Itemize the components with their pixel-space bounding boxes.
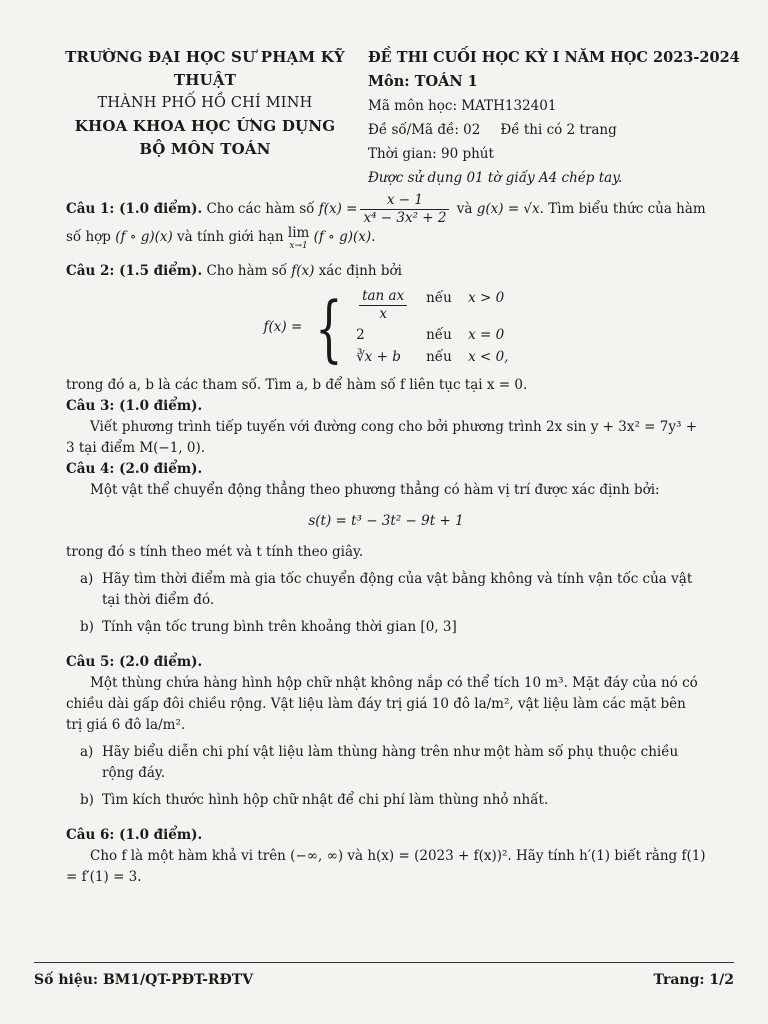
q4-a-label: a)	[80, 571, 94, 587]
question-2	[66, 261, 706, 282]
exam-info	[368, 46, 748, 190]
q1-numerator: x − 1	[386, 192, 424, 208]
case-1-den: x	[359, 305, 407, 323]
department-name: BỘ MÔN TOÁN	[139, 140, 271, 158]
university-name: TRƯỜNG ĐẠI HỌC SƯ PHẠM KỸ THUẬT	[65, 48, 345, 89]
case-2-cond: x = 0	[468, 327, 505, 343]
footer-divider	[34, 962, 734, 963]
q1-text-1: Cho các hàm số	[202, 201, 319, 217]
page-footer	[34, 972, 734, 988]
question-5-label: Câu 5: (2.0 điểm).	[66, 654, 203, 670]
position-equation: s(t) = t³ − 3t² − 9t + 1	[308, 513, 464, 529]
faculty-name: KHOA KHOA HỌC ỨNG DỤNG	[74, 117, 336, 135]
q1-lim-sub: x→1	[289, 241, 308, 251]
q4-b-text: Tính vận tốc trung bình trên khoảng thời gian [0, 3]	[102, 619, 457, 635]
exam-code: Đề số/Mã đề: 02	[368, 122, 481, 138]
city-name: THÀNH PHỐ HỒ CHÍ MINH	[97, 95, 313, 111]
q5-b-text: Tìm kích thước hình hộp chữ nhật để chi phí làm thùng nhỏ nhất.	[102, 792, 549, 808]
question-3-label: Câu 3: (1.0 điểm).	[66, 398, 203, 414]
q1-limit	[288, 227, 309, 253]
case-3-value: ∛x + b	[356, 349, 401, 365]
q1-text-5: .	[371, 229, 376, 245]
q1-text-2: và	[452, 201, 477, 217]
q1-text-4: và tính giới hạn	[172, 229, 288, 245]
page-count: Đề thi có 2 trang	[500, 122, 617, 138]
piecewise-cases	[356, 288, 508, 367]
form-code: Số hiệu: BM1/QT-PĐT-RĐTV	[34, 972, 254, 988]
school-header	[40, 46, 370, 161]
exam-title: ĐỀ THI CUỐI HỌC KỲ I NĂM HỌC 2023-2024	[368, 49, 740, 66]
q2-text-1: Cho hàm số	[202, 263, 292, 279]
question-1-label: Câu 1: (1.0 điểm).	[66, 201, 203, 217]
question-6-text: Cho f là một hàm khả vi trên (−∞, ∞) và h(x) = (2023 + f(x))². Hãy tính h′(1) biết rằng f(1) = f′(1) = 3.	[66, 848, 706, 885]
q4-part-b	[80, 617, 706, 638]
q2-fx: f(x) =	[263, 319, 303, 335]
q4-a-text: Hãy tìm thời điểm mà gia tốc chuyển động của vật bằng không và tính vận tốc của vật tại thời điểm đó.	[102, 571, 693, 608]
q2-text-2: xác định bởi	[314, 263, 402, 279]
q4-part-a	[80, 569, 706, 611]
case-3-cond: x < 0,	[468, 349, 509, 365]
case-1-fraction	[359, 288, 407, 323]
case-3-if: nếu	[426, 349, 452, 365]
question-1	[66, 192, 706, 253]
q5-part-a	[80, 742, 706, 784]
q4-after: trong đó s tính theo mét và t tính theo giây.	[66, 544, 364, 560]
q1-fx: f(x) =	[318, 201, 358, 217]
duration: Thời gian: 90 phút	[368, 146, 494, 162]
case-2-if: nếu	[426, 327, 452, 343]
exam-questions	[66, 192, 706, 888]
page-number: Trang: 1/2	[653, 972, 734, 988]
q1-lim-word: lim	[287, 225, 310, 241]
question-6-label: Câu 6: (1.0 điểm).	[66, 827, 203, 843]
q1-composition: (f ∘ g)(x)	[115, 229, 173, 245]
question-4-text: Một vật thể chuyển động thẳng theo phương thẳng có hàm vị trí được xác định bởi:	[90, 482, 660, 498]
left-brace: {	[315, 285, 343, 370]
q1-fraction	[360, 192, 449, 227]
q2-after: trong đó a, b là các tham số. Tìm a, b để hàm số f liên tục tại x = 0.	[66, 377, 528, 393]
q5-a-label: a)	[80, 744, 94, 760]
q5-a-text: Hãy biểu diễn chi phí vật liệu làm thùng hàng trên như một hàm số phụ thuộc chiều rộng đáy.	[102, 744, 679, 781]
case-2-value: 2	[356, 327, 365, 343]
question-3-text: Viết phương trình tiếp tuyến với đường cong cho bởi phương trình 2x sin y + 3x² = 7y³ + 3 tại điểm M(−1, 0).	[66, 419, 698, 456]
question-2-label: Câu 2: (1.5 điểm).	[66, 263, 203, 279]
course-code: Mã môn học: MATH132401	[368, 98, 557, 114]
exam-code-row	[368, 118, 748, 142]
question-4-label: Câu 4: (2.0 điểm).	[66, 461, 203, 477]
q1-gx: g(x) = √x	[476, 201, 540, 217]
piecewise-function	[66, 285, 706, 370]
subject: Môn: TOÁN 1	[368, 73, 478, 90]
q2-f: f(x)	[291, 263, 315, 279]
case-1-num: tan ax	[362, 288, 405, 304]
q1-lim-expr: (f ∘ g)(x)	[313, 229, 372, 245]
q4-b-label: b)	[80, 619, 94, 635]
case-1-if: nếu	[426, 290, 452, 306]
q1-text-3: . Tìm biểu thức của hàm số hợp	[66, 201, 706, 245]
question-5-text: Một thùng chứa hàng hình hộp chữ nhật không nắp có thể tích 10 m³. Mặt đáy của nó có chiều dài gấp đôi chiều rộng. Vật liệu làm đáy trị giá 10 đô la/m², vật liệu làm các mặt bên trị giá 6 đô la/m².	[66, 675, 698, 733]
materials-note: Được sử dụng 01 tờ giấy A4 chép tay.	[368, 170, 623, 186]
q5-b-label: b)	[80, 792, 94, 808]
q1-denominator: x⁴ − 3x² + 2	[360, 209, 449, 227]
q5-part-b	[80, 790, 706, 811]
case-1-cond: x > 0	[468, 290, 505, 306]
